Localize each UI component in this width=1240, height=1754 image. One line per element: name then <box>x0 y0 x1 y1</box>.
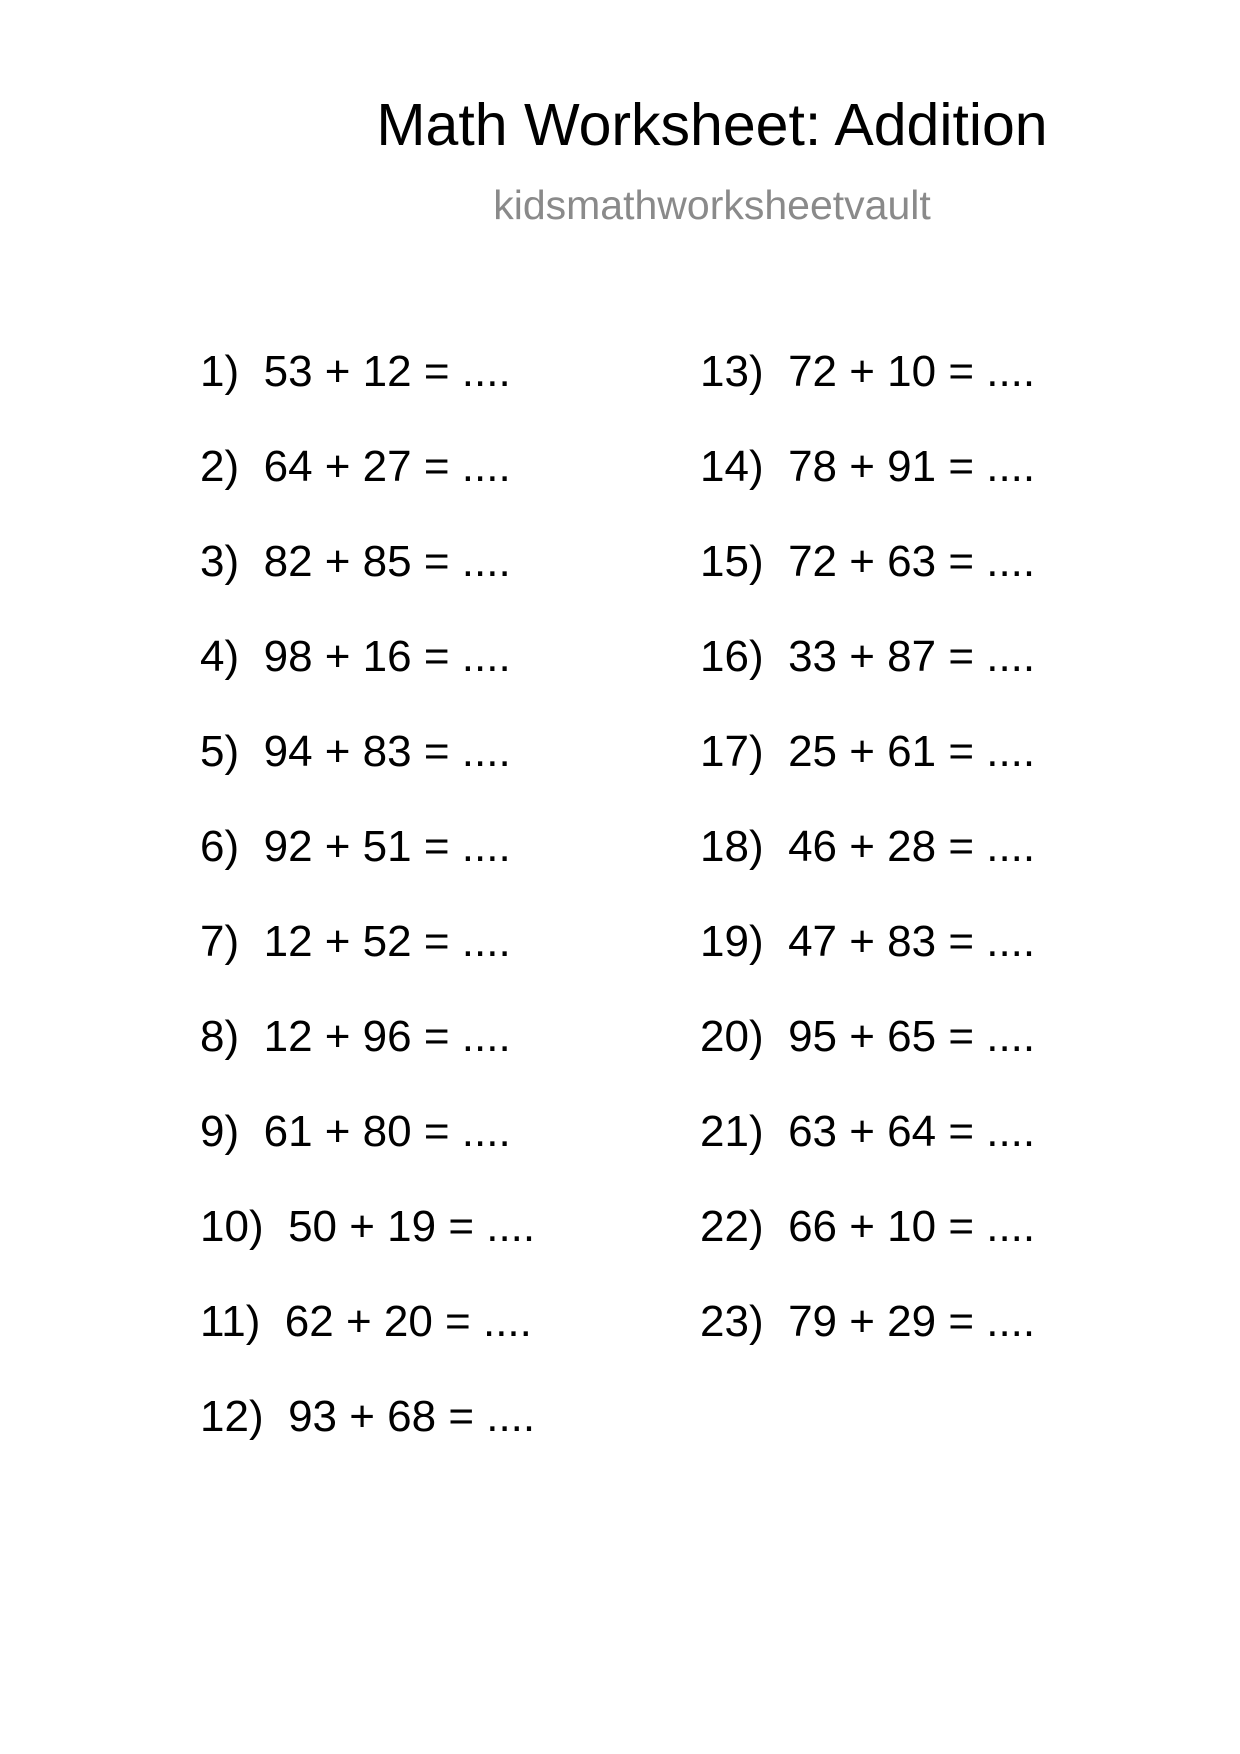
problem-list <box>200 347 1100 1470</box>
problem-item <box>200 1297 535 1395</box>
problem-number: 22 ) <box>700 1202 788 1251</box>
problem-expression: 47 + 83 = .... <box>788 917 1036 966</box>
problem-number: 4 ) <box>200 632 264 681</box>
problem-item <box>700 537 1036 635</box>
problem-item <box>200 632 535 730</box>
problem-item <box>700 442 1036 540</box>
problem-expression: 72 + 63 = .... <box>788 537 1036 586</box>
problem-item <box>200 347 535 445</box>
problem-item <box>700 1202 1036 1300</box>
problem-number: 7 ) <box>200 917 264 966</box>
problem-expression: 94 + 83 = .... <box>263 727 511 776</box>
problem-item <box>200 1202 536 1300</box>
problem-item <box>200 727 535 825</box>
problem-expression: 61 + 80 = .... <box>263 1107 511 1156</box>
problem-number: 16 ) <box>700 632 788 681</box>
problem-item <box>200 1392 536 1490</box>
problem-expression: 12 + 52 = .... <box>263 917 511 966</box>
problem-number: 20 ) <box>700 1012 788 1061</box>
problem-item <box>700 1012 1036 1110</box>
problem-expression: 92 + 51 = .... <box>263 822 511 871</box>
problem-item <box>700 347 1036 445</box>
problem-expression: 50 + 19 = .... <box>288 1202 536 1251</box>
problem-item <box>200 917 535 1015</box>
problem-number: 1 ) <box>200 347 264 396</box>
problem-item <box>700 727 1036 825</box>
page-title: Math Worksheet: Addition <box>376 92 1048 158</box>
problem-expression: 12 + 96 = .... <box>263 1012 511 1061</box>
page-subtitle: kidsmathworksheetvault <box>493 182 931 228</box>
problem-expression: 63 + 64 = .... <box>788 1107 1036 1156</box>
problem-number: 10 ) <box>200 1202 288 1251</box>
problem-item <box>200 1107 535 1205</box>
problem-item <box>700 1107 1036 1205</box>
problem-number: 21 ) <box>700 1107 788 1156</box>
problem-expression: 93 + 68 = .... <box>288 1392 536 1441</box>
problem-expression: 72 + 10 = .... <box>788 347 1036 396</box>
problem-number: 18 ) <box>700 822 788 871</box>
problem-expression: 82 + 85 = .... <box>263 537 511 586</box>
problem-expression: 79 + 29 = .... <box>788 1297 1036 1346</box>
problem-expression: 46 + 28 = .... <box>788 822 1036 871</box>
problem-item <box>700 917 1036 1015</box>
problem-number: 12 ) <box>200 1392 288 1441</box>
problem-item <box>700 632 1036 730</box>
problem-item <box>700 822 1036 920</box>
problem-expression: 66 + 10 = .... <box>788 1202 1036 1251</box>
problem-number: 13 ) <box>700 347 788 396</box>
problem-expression: 33 + 87 = .... <box>788 632 1036 681</box>
problem-item <box>200 537 535 635</box>
problem-number: 17 ) <box>700 727 788 776</box>
problem-expression: 64 + 27 = .... <box>263 442 511 491</box>
problem-number: 8 ) <box>200 1012 264 1061</box>
problem-item <box>200 442 535 540</box>
problem-column-right <box>700 347 1036 1395</box>
problem-number: 5 ) <box>200 727 264 776</box>
problem-item <box>200 1012 535 1110</box>
problem-column-left <box>200 347 536 1490</box>
problem-number: 6 ) <box>200 822 264 871</box>
problem-expression: 25 + 61 = .... <box>788 727 1036 776</box>
problem-number: 9 ) <box>200 1107 264 1156</box>
problem-number: 15 ) <box>700 537 788 586</box>
problem-expression: 95 + 65 = .... <box>788 1012 1036 1061</box>
problem-expression: 98 + 16 = .... <box>263 632 511 681</box>
problem-item <box>700 1297 1036 1395</box>
problem-number: 19 ) <box>700 917 788 966</box>
problem-number: 11 ) <box>200 1297 285 1346</box>
problem-expression: 53 + 12 = .... <box>263 347 511 396</box>
problem-expression: 78 + 91 = .... <box>788 442 1036 491</box>
problem-number: 2 ) <box>200 442 264 491</box>
problem-item <box>200 822 535 920</box>
problem-number: 3 ) <box>200 537 264 586</box>
problem-expression: 62 + 20 = .... <box>284 1297 532 1346</box>
problem-number: 23 ) <box>700 1297 788 1346</box>
problem-number: 14 ) <box>700 442 788 491</box>
